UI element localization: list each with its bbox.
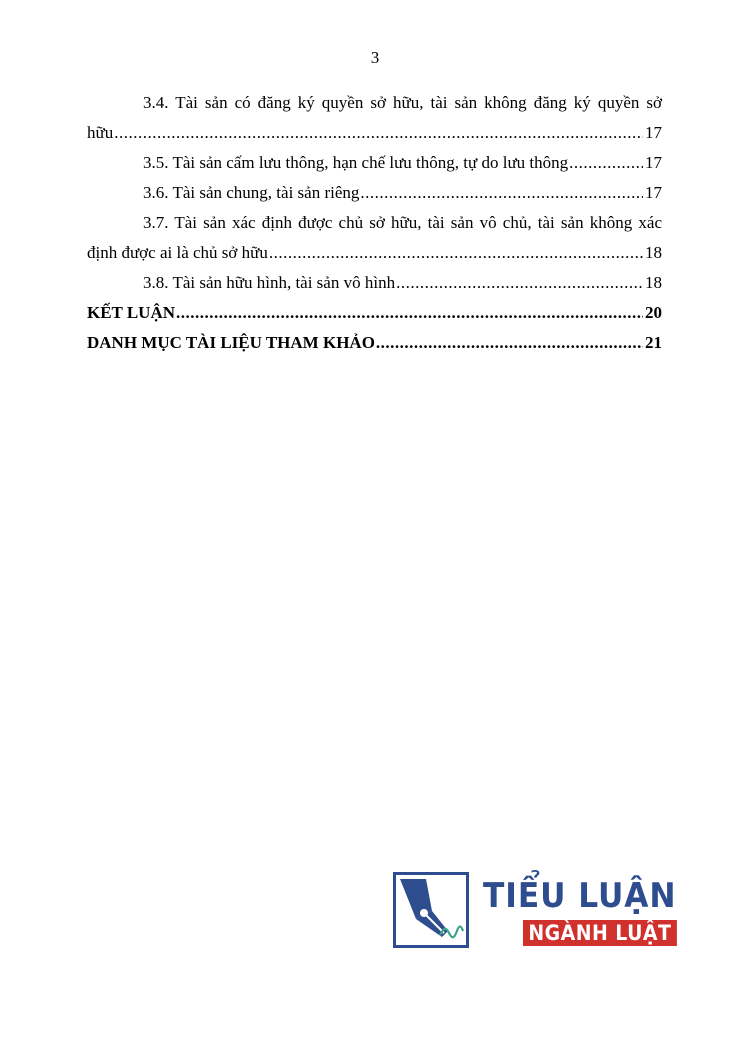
toc-entry-3-8[interactable] — [87, 268, 662, 298]
toc-entry-text: 3.4. Tài sản có đăng ký quyền sở hữu, tài sản không đăng ký quyền sở — [143, 93, 662, 112]
toc-page-number: 18 — [645, 273, 662, 292]
toc-entry-conclusion[interactable] — [87, 298, 662, 328]
toc-entry-3-4[interactable] — [87, 88, 662, 148]
toc-page-number: 17 — [645, 153, 662, 172]
table-of-contents — [87, 88, 662, 358]
toc-entry-text: DANH MỤC TÀI LIỆU THAM KHẢO — [87, 333, 375, 352]
pen-nib-icon — [393, 872, 469, 948]
logo-title: TIỂU LUẬN — [483, 876, 677, 916]
toc-entry-3-6[interactable] — [87, 178, 662, 208]
toc-entry-text: 3.7. Tài sản xác định được chủ sở hữu, tài sản vô chủ, tài sản không xác — [143, 213, 662, 232]
page-number: 3 — [370, 48, 380, 67]
toc-entry-3-5[interactable] — [87, 148, 662, 178]
dot-leader — [114, 118, 643, 148]
dot-leader — [360, 178, 643, 208]
toc-entry-text-cont: hữu — [87, 123, 114, 142]
dot-leader — [176, 298, 643, 328]
dot-leader — [269, 238, 643, 268]
logo-subtitle: NGÀNH LUẬT — [523, 920, 677, 946]
dot-leader — [376, 328, 643, 358]
watermark-logo — [393, 872, 677, 954]
toc-entry-text-cont: định được ai là chủ sở hữu — [87, 243, 268, 262]
toc-page-number: 20 — [645, 303, 662, 322]
toc-page-number: 17 — [645, 123, 662, 142]
toc-page-number: 21 — [645, 333, 662, 352]
toc-page-number: 18 — [645, 243, 662, 262]
dot-leader — [569, 148, 643, 178]
toc-entry-3-7[interactable] — [87, 208, 662, 268]
toc-entry-text: 3.8. Tài sản hữu hình, tài sản vô hình — [143, 273, 396, 292]
toc-entry-text: 3.6. Tài sản chung, tài sản riêng — [143, 183, 360, 202]
dot-leader — [396, 268, 643, 298]
toc-entry-text: 3.5. Tài sản cấm lưu thông, hạn chế lưu thông, tự do lưu thông — [143, 153, 569, 172]
toc-entry-references[interactable] — [87, 328, 662, 358]
toc-entry-text: KẾT LUẬN — [87, 303, 176, 322]
toc-page-number: 17 — [645, 183, 662, 202]
